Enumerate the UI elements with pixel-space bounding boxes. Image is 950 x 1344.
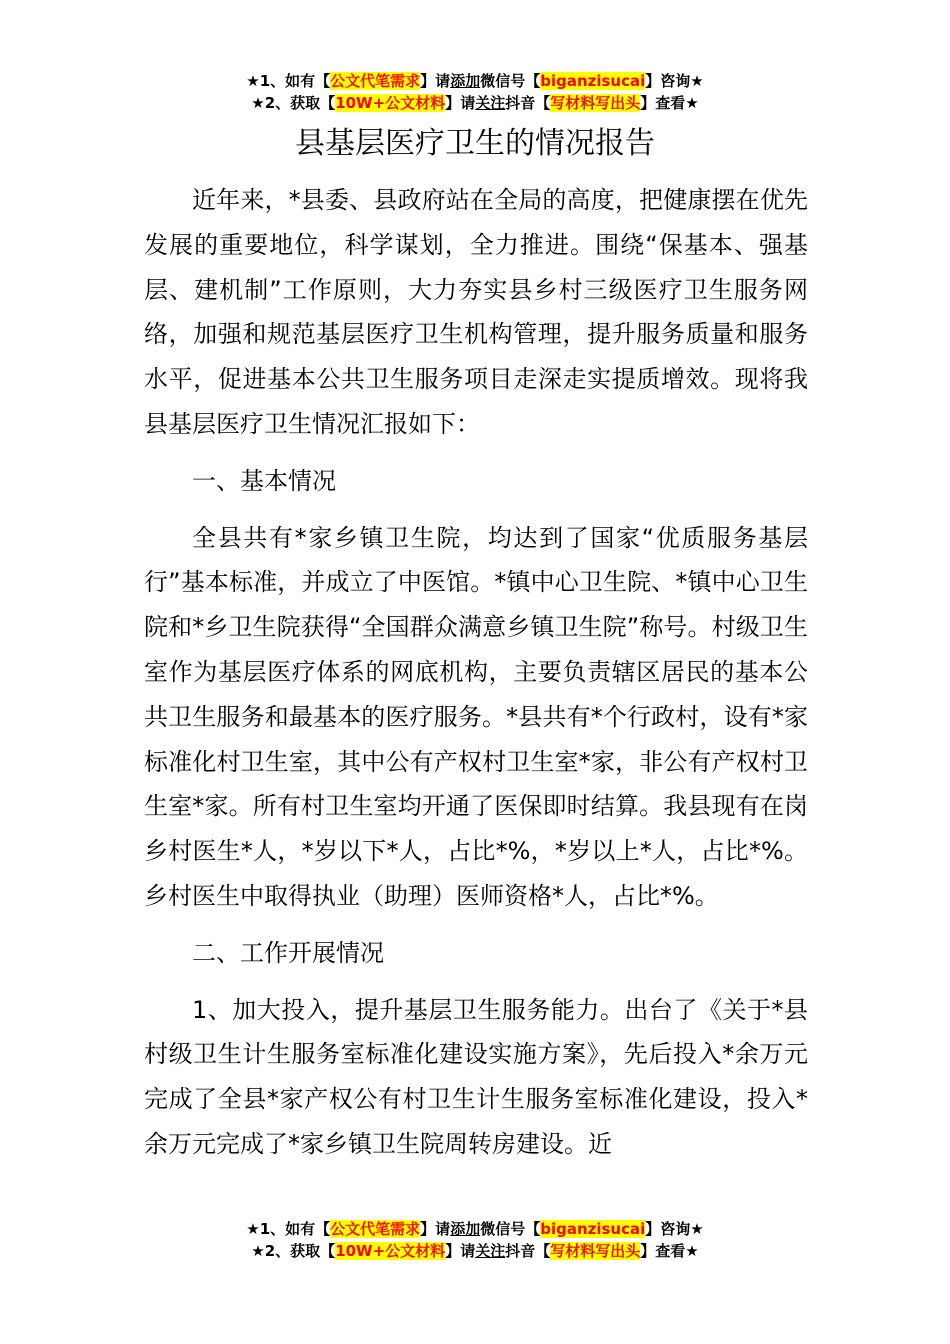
notice-highlight: 10W+公文材料 xyxy=(335,1242,446,1260)
notice-text: 】请 xyxy=(420,1220,451,1238)
notice-text: 】查看★ xyxy=(640,94,699,112)
notice-text: 】查看★ xyxy=(640,1242,699,1260)
paragraph-intro: 近年来，*县委、县政府站在全局的高度，把健康摆在优先发展的重要地位，科学谋划，全力推进。围绕“保基本、强基层、建机制”工作原则，大力夯实县乡村三级医疗卫生服务网络，加强和规范基层医疗卫生机构管理，提升服务质量和服务水平，促进基本公共卫生服务项目走深走实提质增效。现将我县基层医疗卫生情况汇报如下： xyxy=(144,186,808,438)
section-heading-basic-situation: 一、基本情况 xyxy=(192,466,336,495)
notice-underlined: 添加 xyxy=(450,1220,481,1238)
document-body xyxy=(144,178,808,1167)
footer-notice xyxy=(0,1218,950,1262)
notice-text: 】请 xyxy=(420,72,451,90)
section-heading-work-progress: 二、工作开展情况 xyxy=(192,938,384,967)
notice-text: 微信号【 xyxy=(480,1220,541,1238)
notice-text: ★1、如有【 xyxy=(246,72,331,90)
notice-highlight: 写材料写出头 xyxy=(550,94,641,112)
notice-text: 】请 xyxy=(445,94,476,112)
notice-text: ★2、获取【 xyxy=(251,94,336,112)
document-title: 县基层医疗卫生的情况报告 xyxy=(295,126,655,161)
paragraph-work-item-1: 1、加大投入，提升基层卫生服务能力。出台了《关于*县村级卫生计生服务室标准化建设实施方案》，先后投入*余万元完成了全县*家产权公有村卫生计生服务室标准化建设，投入*余万元完成了*家乡镇卫生院周转房建设。近 xyxy=(144,995,808,1158)
notice-underlined: 添加 xyxy=(450,72,481,90)
notice-text: 抖音【 xyxy=(505,94,551,112)
notice-highlight: 公文代笔需求 xyxy=(330,1220,421,1238)
notice-text: 】咨询★ xyxy=(645,1220,704,1238)
footer-notice-line-2 xyxy=(0,1240,950,1262)
notice-text: 】请 xyxy=(445,1242,476,1260)
notice-text: 抖音【 xyxy=(505,1242,551,1260)
paragraph-basic-situation: 全县共有*家乡镇卫生院，均达到了国家“优质服务基层行”基本标准，并成立了中医馆。*镇中心卫生院、*镇中心卫生院和*乡卫生院获得“全国群众满意乡镇卫生院”称号。村级卫生室作为基层医疗体系的网底机构，主要负责辖区居民的基本公共卫生服务和最基本的医疗服务。*县共有*个行政村，设有*家标准化村卫生室，其中公有产权村卫生室*家，非公有产权村卫生室*家。所有村卫生室均开通了医保即时结算。我县现有在岗乡村医生*人，*岁以下*人，占比*%，*岁以上*人，占比*%。乡村医生中取得执业（助理）医师资格*人，占比*%。 xyxy=(144,523,808,910)
notice-underlined: 关注 xyxy=(475,1242,506,1260)
notice-highlight: 10W+公文材料 xyxy=(335,94,446,112)
header-notice-line-1 xyxy=(0,70,950,92)
notice-underlined: 关注 xyxy=(475,94,506,112)
notice-text: ★2、获取【 xyxy=(251,1242,336,1260)
header-notice-line-2 xyxy=(0,92,950,114)
notice-highlight: biganzisucai xyxy=(540,1220,646,1238)
notice-text: 微信号【 xyxy=(480,72,541,90)
notice-highlight: 公文代笔需求 xyxy=(330,72,421,90)
notice-highlight: biganzisucai xyxy=(540,72,646,90)
notice-highlight: 写材料写出头 xyxy=(550,1242,641,1260)
notice-text: 】咨询★ xyxy=(645,72,704,90)
footer-notice-line-1 xyxy=(0,1218,950,1240)
header-notice xyxy=(0,70,950,114)
notice-text: ★1、如有【 xyxy=(246,1220,331,1238)
